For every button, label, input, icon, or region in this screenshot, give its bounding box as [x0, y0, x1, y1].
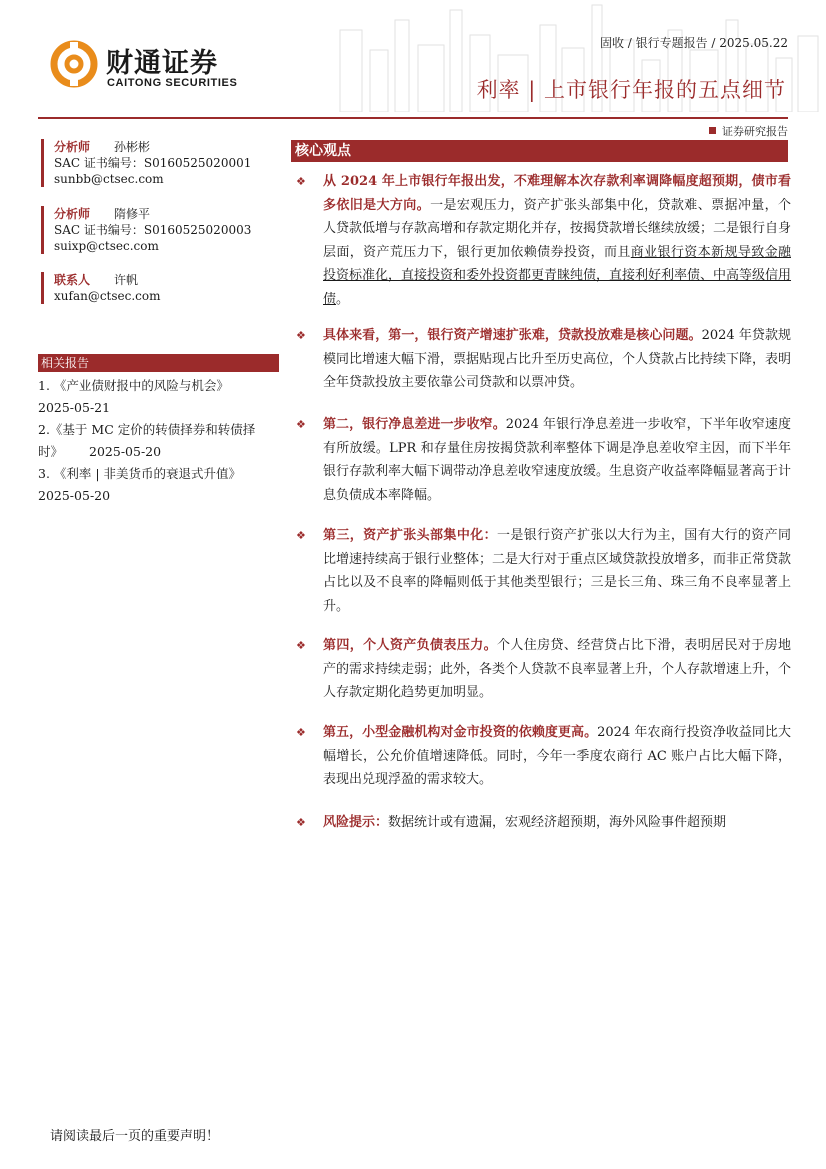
point-body: 个人住房贷、经营贷占比下滑，表明居民对于房地产的需求持续走弱；此外，各类个人贷款不良率显著上升，个人存款增速上升，个人存款定期化趋势更加明显。 [323, 638, 792, 701]
related-report-date: 2025-05-20 [89, 444, 162, 459]
analyst-card [41, 206, 294, 254]
related-report-title[interactable]: 3. 《利率 | 非美货币的衰退式升值》 [38, 466, 242, 481]
contact-role: 联系人 [54, 273, 91, 287]
point-body: 一是银行资产扩张以大行为主，国有大行的资产同比增速持续高于银行业整体；二是大行对于重点区域贷款投放增多，而非正常贷款占比以及不良率的降幅则低于其他类型银行；三是长三角、珠三角不良率显著上升。 [323, 528, 792, 614]
core-views-heading: 核心观点 [291, 140, 788, 162]
diamond-bullet-icon: ❖ [296, 175, 306, 188]
analyst-role: 分析师 [54, 207, 91, 221]
analyst-email[interactable]: suixp@ctsec.com [54, 239, 159, 253]
logo-english-name: CAITONG SECURITIES [107, 77, 238, 89]
related-report-title[interactable]: 1. 《产业债财报中的风险与机会》 [38, 378, 229, 393]
analyst-name: 孙彬彬 [114, 140, 151, 154]
contact-name: 许帆 [114, 273, 139, 287]
point-body: 2024 年银行净息差进一步收窄，下半年收窄速度有所放缓。LPR 和存量住房按揭贷款利率整体下调是净息差收窄主因，而下半年银行存款利率大幅下调带动净息差收窄速度放缓。生息资产收益率降幅显著高于计息负债成本率降幅。 [323, 417, 792, 503]
point-body: 一是宏观压力，资产扩张头部集中化，贷款难、票据冲量，个人贷款低增与存款高增和存款定期化并存，按揭贷款增长继续放缓；二是银行自身层面，资产荒压力下，银行更加依赖债券投资，而且 [323, 197, 792, 260]
core-point [296, 524, 791, 618]
diamond-bullet-icon: ❖ [296, 418, 306, 431]
core-point [296, 634, 791, 705]
point-heading: 具体来看，第一，银行资产增速扩张难，贷款投放难是核心问题。 [323, 328, 702, 343]
caitong-logo [50, 40, 250, 96]
logo-mark-icon [50, 40, 98, 88]
analyst-cert: SAC 证书编号：S0160525020001 [54, 156, 252, 170]
report-type-label [709, 123, 788, 139]
core-point [296, 721, 791, 792]
square-bullet-icon [709, 127, 716, 134]
related-report-date: 2025-05-21 [38, 400, 111, 415]
point-body: 2024 年贷款规模同比增速大幅下滑，票据贴现占比升至历史高位，个人贷款占比持续下降，表明全年贷款投放主要依靠公司贷款和以票冲贷。 [323, 328, 792, 391]
risk-heading: 风险提示： [323, 815, 389, 830]
core-point [296, 170, 791, 312]
analyst-name: 隋修平 [114, 207, 151, 221]
point-heading: 第五，小型金融机构对金市投资的依赖度更高。 [323, 725, 598, 740]
contact-card [41, 272, 294, 304]
analyst-role: 分析师 [54, 140, 91, 154]
logo-chinese-name: 财通证券 [106, 48, 218, 79]
breadcrumb: 固收 / 银行专题报告 / 2025.05.22 [599, 36, 788, 50]
related-report-title[interactable]: 2.《基于 MC 定价的转债择券和转债择 [38, 422, 256, 437]
report-title: 利率 | 上市银行年报的五点细节 [476, 78, 786, 102]
point-body-underlined: 商业银行资本新规导致金融投资标准化，直接投资和委外投资都更青睐纯债，直接利好利率债、中高等级信用债 [323, 244, 792, 307]
diamond-bullet-icon: ❖ [296, 329, 306, 342]
related-report-date: 2025-05-20 [38, 488, 111, 503]
diamond-bullet-icon: ❖ [296, 816, 306, 829]
report-type-text: 证券研究报告 [722, 125, 788, 138]
core-point [296, 413, 791, 507]
diamond-bullet-icon: ❖ [296, 726, 306, 739]
related-reports-heading: 相关报告 [38, 354, 279, 372]
point-body: 2024 年农商行投资净收益同比大幅增长，公允价值增速降低。同时，今年一季度农商行 AC 账户占比大幅下降，表现出兑现浮盈的需求较大。 [323, 725, 791, 788]
point-heading: 从 2024 年上市银行年报出发，不难理解本次存款利率调降幅度超预期，债市看多依旧是大方向。 [323, 174, 791, 213]
analyst-cert: SAC 证书编号：S0160525020003 [54, 223, 252, 237]
contact-email[interactable]: xufan@ctsec.com [54, 289, 161, 303]
diamond-bullet-icon: ❖ [296, 639, 306, 652]
analyst-card [41, 139, 294, 187]
header-divider [38, 117, 788, 119]
related-reports-list [38, 375, 278, 507]
related-report-title-cont[interactable]: 时》 [38, 444, 64, 459]
disclaimer-note: 请阅读最后一页的重要声明！ [50, 1129, 220, 1144]
diamond-bullet-icon: ❖ [296, 529, 306, 542]
point-body-end: 。 [336, 291, 350, 307]
point-heading: 第二，银行净息差进一步收窄。 [323, 417, 506, 432]
risk-body: 数据统计或有遗漏，宏观经济超预期，海外风险事件超预期 [388, 815, 727, 830]
point-heading: 第三，资产扩张头部集中化： [323, 528, 497, 543]
risk-warning [296, 811, 791, 835]
point-heading: 第四，个人资产负债表压力。 [323, 638, 497, 653]
core-point [296, 324, 791, 395]
analyst-email[interactable]: sunbb@ctsec.com [54, 172, 164, 186]
